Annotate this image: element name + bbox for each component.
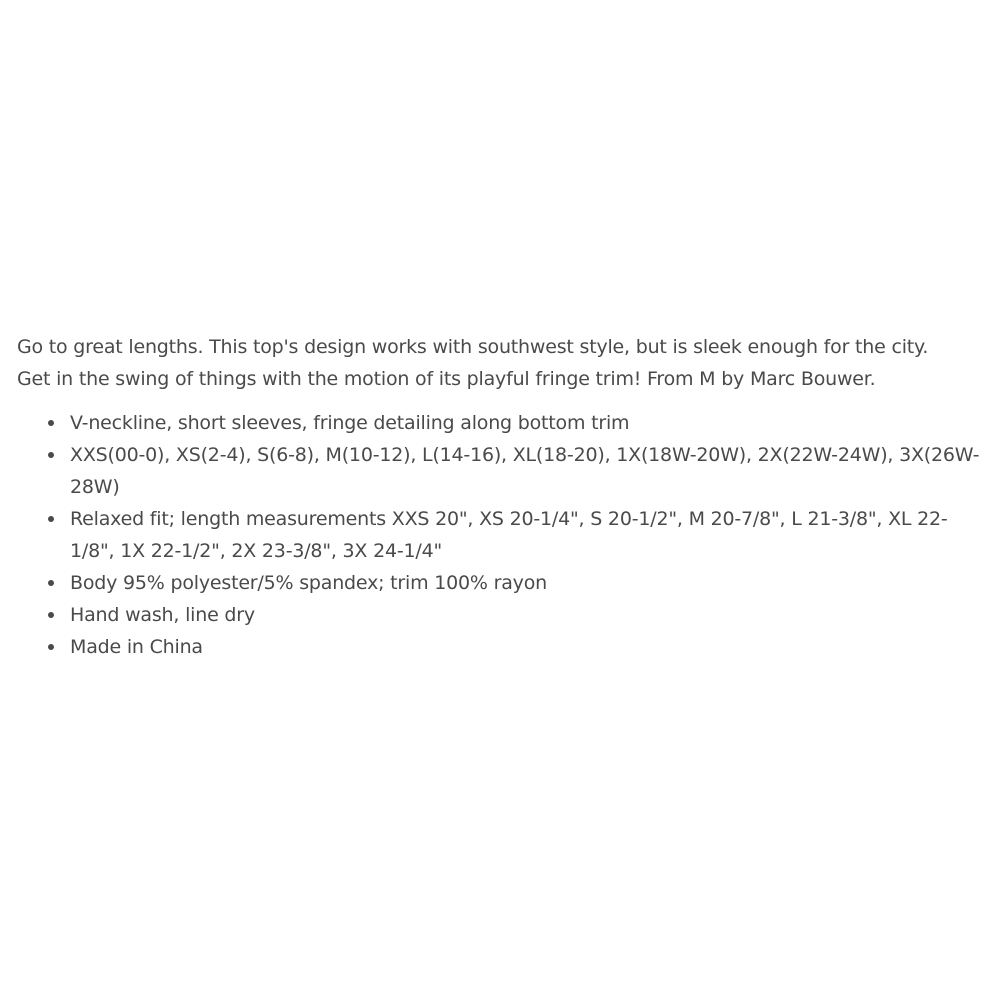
feature-text: V-neckline, short sleeves, fringe detailing along bottom trim bbox=[70, 412, 630, 434]
bullet-icon bbox=[48, 452, 54, 458]
feature-text: Hand wash, line dry bbox=[70, 604, 255, 626]
feature-text: Made in China bbox=[70, 636, 203, 658]
feature-item-origin bbox=[17, 631, 987, 663]
feature-text: XXS(00-0), XS(2-4), S(6-8), M(10-12), L(14-16), XL(18-20), 1X(18W-20W), 2X(22W-24W), 3X(26W-28W) bbox=[70, 444, 980, 498]
feature-text: Body 95% polyester/5% spandex; trim 100% rayon bbox=[70, 572, 547, 594]
feature-text: Relaxed fit; length measurements XXS 20", XS 20-1/4", S 20-1/2", M 20-7/8", L 21-3/8", XL 22-1/8", 1X 22-1/2", 2X 23-3/8", 3X 24-1/4" bbox=[70, 508, 948, 562]
bullet-icon bbox=[48, 420, 54, 426]
feature-item-material bbox=[17, 567, 987, 599]
bullet-icon bbox=[48, 644, 54, 650]
product-description bbox=[17, 331, 987, 663]
intro-line: Go to great lengths. This top's design works with southwest style, but is sleek enough for the city. bbox=[17, 336, 929, 358]
feature-item-fit bbox=[17, 503, 987, 567]
bullet-icon bbox=[48, 580, 54, 586]
bullet-icon bbox=[48, 516, 54, 522]
bullet-icon bbox=[48, 612, 54, 618]
feature-item-care bbox=[17, 599, 987, 631]
feature-list bbox=[17, 407, 987, 663]
feature-item-sizes bbox=[17, 439, 987, 503]
feature-item-neckline bbox=[17, 407, 987, 439]
intro-line: Get in the swing of things with the motion of its playful fringe trim! From M by Marc Bouwer. bbox=[17, 368, 876, 390]
description-intro bbox=[17, 331, 987, 395]
